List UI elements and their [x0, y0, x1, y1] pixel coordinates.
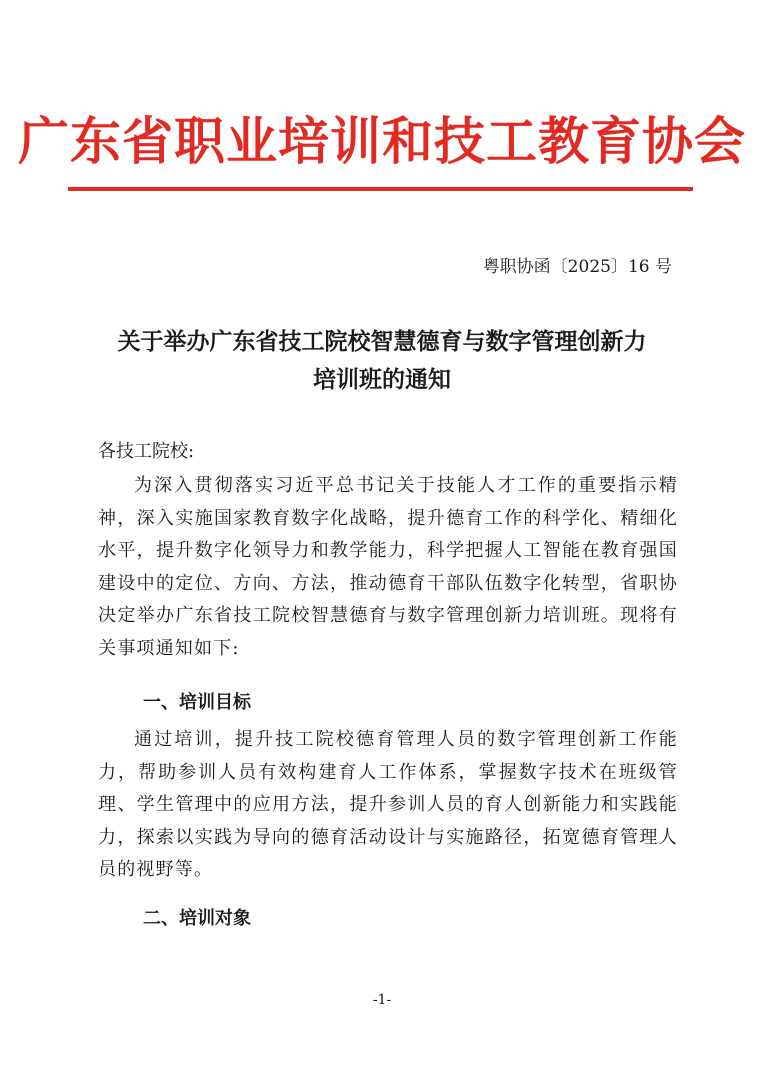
section-heading-training-goals: 一、培训目标 [143, 692, 251, 713]
section-heading-training-targets: 二、培训对象 [143, 908, 251, 929]
page-number: -1- [372, 992, 392, 1008]
red-separator-line [68, 187, 693, 191]
document-title-line-2: 培训班的通知 [313, 366, 451, 393]
salutation: 各技工院校: [98, 441, 195, 462]
intro-paragraph: 为深入贯彻落实习近平总书记关于技能人才工作的重要指示精神，深入实施国家教育数字化战略，提升德育工作的科学化、精细化水平，提升数字化领导力和教学能力，科学把握人工智能在教育强国建设中的定位、方向、方法，推动德育干部队伍数字化转型，省职协决定举办广东省技工院校智慧德育与数字管理创新力培训班。现将有关事项通知如下: [98, 475, 678, 659]
organization-masthead: 广东省职业培训和技工教育协会 [17, 113, 746, 172]
document-title-line-1: 关于举办广东省技工院校智慧德育与数字管理创新力 [117, 328, 647, 355]
document-number: 粤职协函〔2025〕16 号 [482, 257, 672, 277]
training-goals-paragraph: 通过培训，提升技工院校德育管理人员的数字管理创新工作能力，帮助参训人员有效构建育人工作体系，掌握数字技术在班级管理、学生管理中的应用方法，提升参训人员的育人创新能力和实践能力，探索以实践为导向的德育活动设计与实施路径，拓宽德育管理人员的视野等。 [98, 729, 678, 880]
